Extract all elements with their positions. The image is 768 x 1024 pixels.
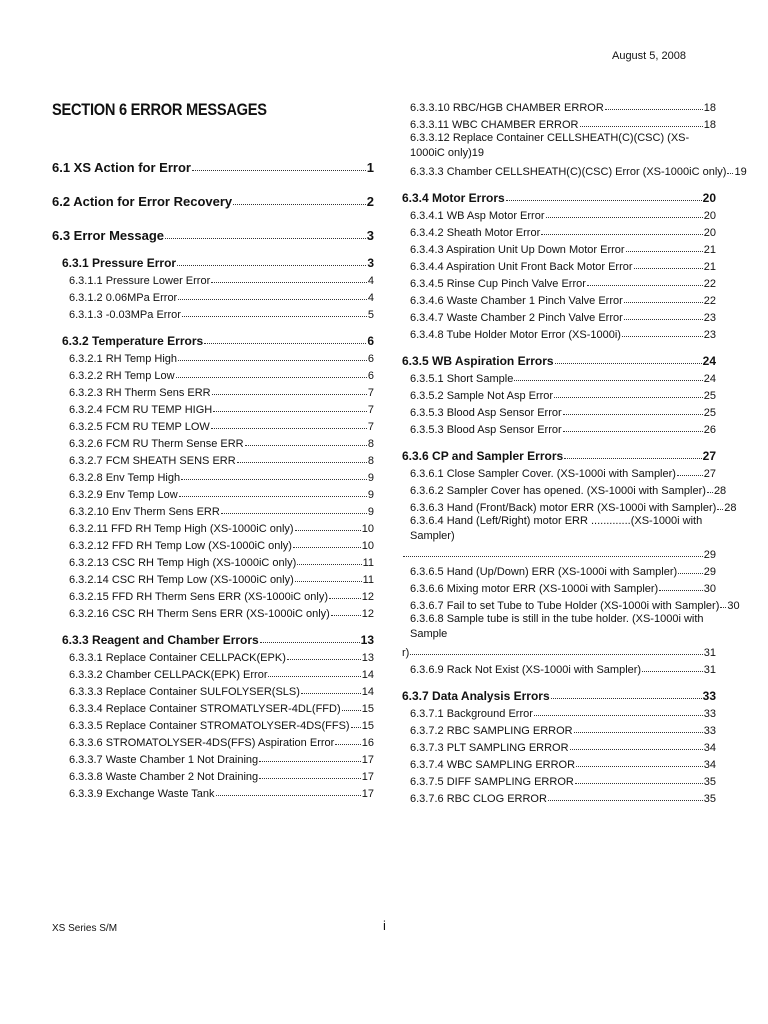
toc-item: 6.3.2.14 CSC RH Temp Low (XS-1000iC only) 11	[69, 574, 374, 586]
toc-item: 6.3.4.4 Aspiration Unit Front Back Motor Error 21	[410, 261, 716, 273]
toc-item: 6.3.7.5 DIFF SAMPLING ERROR 35	[410, 776, 716, 788]
toc-subsection: 6.3.2 Temperature Errors 6	[62, 334, 374, 348]
document-date: August 5, 2008	[611, 50, 686, 62]
toc-item: 6.3.6.1 Close Sampler Cover. (XS-1000i with Sampler) 27	[410, 468, 716, 480]
toc-item: 6.3.2.5 FCM RU TEMP LOW 7	[69, 421, 374, 433]
toc-item-continuation: 29	[402, 544, 716, 561]
toc-item: 6.3.7.3 PLT SAMPLING ERROR 34	[410, 742, 716, 754]
toc-item: 6.3.3.11 WBC CHAMBER ERROR 18	[410, 119, 716, 131]
toc-item: 6.3.3.8 Waste Chamber 2 Not Draining 17	[69, 771, 374, 783]
toc-item: 6.3.2.10 Env Therm Sens ERR 9	[69, 506, 374, 518]
toc-item: 6.3.7.1 Background Error 33	[410, 708, 716, 720]
toc-item: 6.3.2.2 RH Temp Low 6	[69, 370, 374, 382]
toc-item: 6.3.5.2 Sample Not Asp Error 25	[410, 390, 716, 402]
toc-item: 6.3.7.2 RBC SAMPLING ERROR 33	[410, 725, 716, 737]
toc-item: 6.3.7.6 RBC CLOG ERROR 35	[410, 793, 716, 805]
toc-item: 6.3.4.1 WB Asp Motor Error 20	[410, 210, 716, 222]
toc-item: 6.3.2.12 FFD RH Temp Low (XS-1000iC only) 10	[69, 540, 374, 552]
toc-item: 6.3.2.3 RH Therm Sens ERR 7	[69, 387, 374, 399]
toc-item: 6.3.5.1 Short Sample 24	[410, 373, 716, 385]
toc-item: 6.3.3.2 Chamber CELLPACK(EPK) Error 14	[69, 669, 374, 681]
toc-item: 6.3.4.6 Waste Chamber 1 Pinch Valve Error 22	[410, 295, 716, 307]
toc-item: 6.3.6.6 Mixing motor ERR (XS-1000i with Sampler) 30	[410, 583, 716, 595]
toc-item: 6.3.3.6 STROMATOLYSER-4DS(FFS) Aspiration Error 16	[69, 737, 374, 749]
toc-item: 6.3.2.6 FCM RU Therm Sense ERR 8	[69, 438, 374, 450]
toc-item: 6.3.2.4 FCM RU TEMP HIGH 7	[69, 404, 374, 416]
toc-item: 6.3.6.5 Hand (Up/Down) ERR (XS-1000i with Sampler) 29	[410, 566, 716, 578]
toc-item: 6.3.1.2 0.06MPa Error 4	[69, 292, 374, 304]
toc-item: 6.3.4.2 Sheath Motor Error 20	[410, 227, 716, 239]
toc-item: 6.3.5.3 Blood Asp Sensor Error 25	[410, 407, 716, 419]
toc-item: 6.3.2.16 CSC RH Therm Sens ERR (XS-1000iC only) 12	[69, 608, 374, 620]
toc-entry: 6.3 Error Message 3	[52, 228, 374, 243]
toc-item: 6.3.3.5 Replace Container STROMATOLYSER-4DS(FFS) 15	[69, 720, 374, 732]
toc-item: 6.3.6.9 Rack Not Exist (XS-1000i with Sampler) 31	[410, 664, 716, 676]
toc-subsection: 6.3.6 CP and Sampler Errors 27	[402, 449, 716, 463]
toc-item: 6.3.2.7 FCM SHEATH SENS ERR 8	[69, 455, 374, 467]
toc-item: 6.3.2.15 FFD RH Therm Sens ERR (XS-1000iC only) 12	[69, 591, 374, 603]
toc-entry: 6.1 XS Action for Error 1	[52, 160, 374, 175]
toc-item-wrapped: 6.3.6.4 Hand (Left/Right) motor ERR .............(XS-1000i with Sampler)	[410, 515, 703, 542]
toc-subsection: 6.3.4 Motor Errors 20	[402, 191, 716, 205]
page-number: i	[383, 918, 386, 933]
toc-item: 6.3.4.5 Rinse Cup Pinch Valve Error 22	[410, 278, 716, 290]
toc-item: 6.3.4.8 Tube Holder Motor Error (XS-1000i) 23	[410, 329, 716, 341]
toc-item: 6.3.3.4 Replace Container STROMATLYSER-4DL(FFD) 15	[69, 703, 374, 715]
toc-subsection: 6.3.7 Data Analysis Errors 33	[402, 689, 716, 703]
toc-right-column	[402, 97, 747, 805]
toc-item: 6.3.6.2 Sampler Cover has opened. (XS-1000i with Sampler) 28	[410, 485, 727, 497]
toc-item: 6.3.5.3 Blood Asp Sensor Error 26	[410, 424, 716, 436]
toc-item: 6.3.6.7 Fail to set Tube to Tube Holder (XS-1000i with Sampler) 30	[410, 600, 740, 612]
toc-item: 6.3.2.9 Env Temp Low 9	[69, 489, 374, 501]
toc-item: 6.3.1.1 Pressure Lower Error 4	[69, 275, 374, 287]
toc-entry: 6.2 Action for Error Recovery 2	[52, 194, 374, 209]
toc-item-continuation: r) 31	[402, 647, 716, 659]
toc-subsection: 6.3.1 Pressure Error 3	[62, 256, 374, 270]
toc-left-column	[52, 155, 374, 800]
toc-subsection: 6.3.5 WB Aspiration Errors 24	[402, 354, 716, 368]
toc-item: 6.3.3.7 Waste Chamber 1 Not Draining 17	[69, 754, 374, 766]
toc-subsection: 6.3.3 Reagent and Chamber Errors 13	[62, 633, 374, 647]
section-title: SECTION 6 ERROR MESSAGES	[52, 100, 267, 119]
toc-item: 6.3.2.1 RH Temp High 6	[69, 353, 374, 365]
toc-item: 6.3.2.11 FFD RH Temp High (XS-1000iC only) 10	[69, 523, 374, 535]
toc-item: 6.3.3.3 Chamber CELLSHEATH(C)(CSC) Error (XS-1000iC only) 19	[410, 166, 747, 178]
footer-title: XS Series S/M	[52, 923, 118, 934]
toc-item-wrapped: 6.3.6.8 Sample tube is still in the tube holder. (XS-1000i with Sample	[410, 613, 704, 640]
toc-item: 6.3.4.7 Waste Chamber 2 Pinch Valve Error 23	[410, 312, 716, 324]
toc-item: 6.3.1.3 -0.03MPa Error 5	[69, 309, 374, 321]
toc-item-wrapped: 6.3.3.12 Replace Container CELLSHEATH(C)(CSC) (XS-1000iC only)19	[410, 132, 690, 159]
toc-item: 6.3.3.9 Exchange Waste Tank 17	[69, 788, 374, 800]
toc-item: 6.3.6.3 Hand (Front/Back) motor ERR (XS-1000i with Sampler) 28	[410, 502, 737, 514]
toc-item: 6.3.3.3 Replace Container SULFOLYSER(SLS) 14	[69, 686, 374, 698]
toc-item: 6.3.4.3 Aspiration Unit Up Down Motor Error 21	[410, 244, 716, 256]
toc-item: 6.3.2.8 Env Temp High 9	[69, 472, 374, 484]
toc-item: 6.3.2.13 CSC RH Temp High (XS-1000iC only) 11	[69, 557, 374, 569]
toc-item: 6.3.3.1 Replace Container CELLPACK(EPK) 13	[69, 652, 374, 664]
toc-item: 6.3.7.4 WBC SAMPLING ERROR 34	[410, 759, 716, 771]
toc-item: 6.3.3.10 RBC/HGB CHAMBER ERROR 18	[410, 102, 716, 114]
